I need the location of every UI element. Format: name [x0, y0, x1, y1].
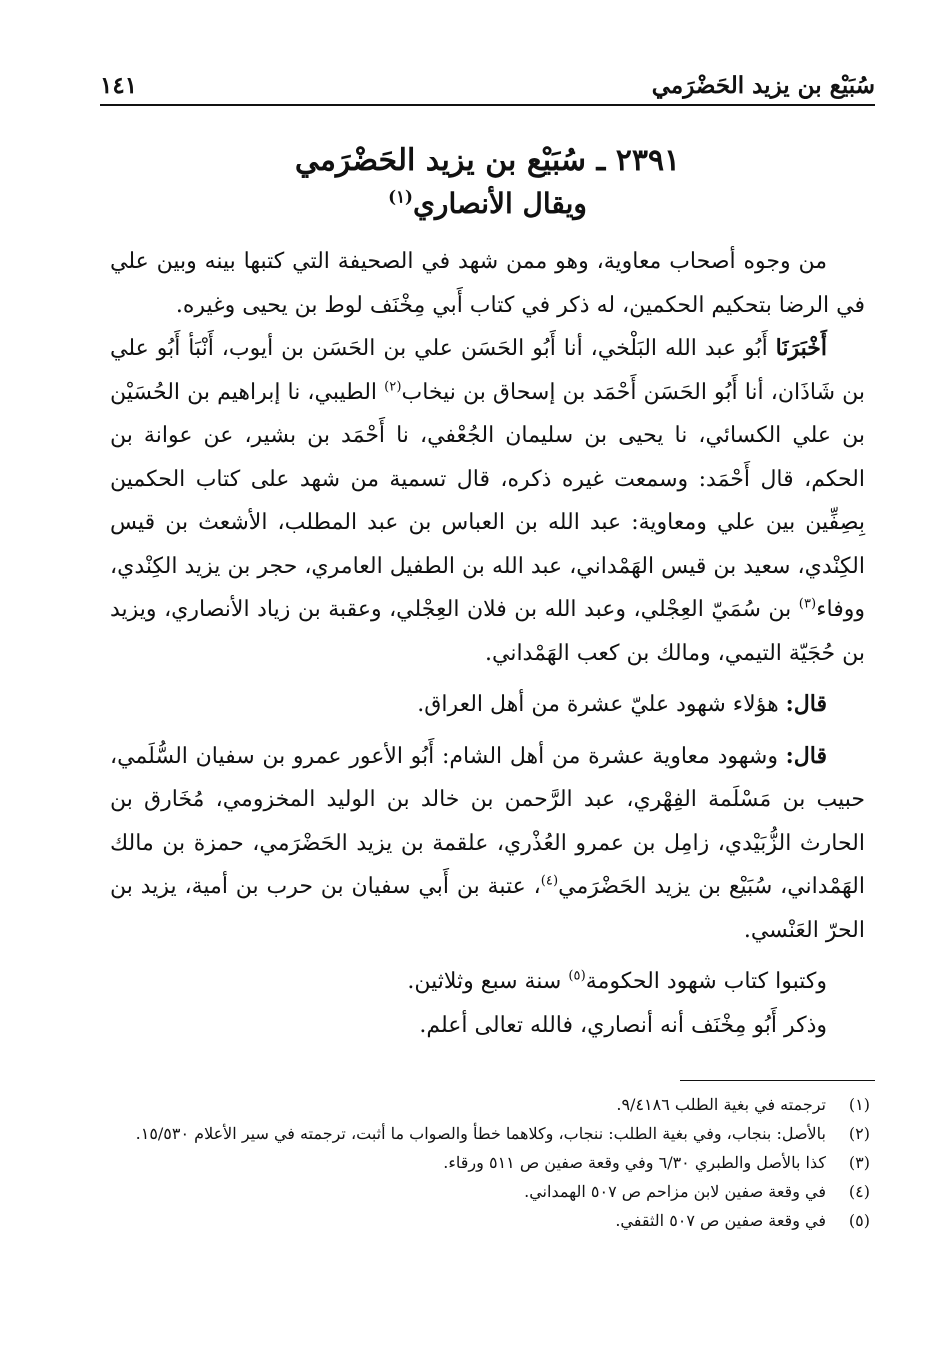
header-rule — [100, 104, 875, 106]
isnad-text-a: أَبُو عبد الله البَلْخي، أنا أَبُو الحَسَن علي بن الحَسَن بن أيوب، أَنْبَأ أَبُو علي بن شَاذَان، أنا أَبُو الحَسَن أَحْمَد بن إسحاق بن نيخاب — [110, 336, 866, 405]
footnote-number: (٢) — [848, 1124, 870, 1143]
date-text-b: سنة سبع وثلاثين. — [407, 969, 569, 994]
qala-lead: قال: — [785, 691, 827, 717]
entry-title-line1: ٢٣٩١ ـ سُبَيْع بن يزيد الحَضْرَمي — [294, 143, 681, 178]
footnote-ref-5[interactable]: (٥) — [568, 968, 586, 984]
footnote-text: بالأصل: بنجاب، وفي بغية الطلب: ننجاب، وكلاهما خطأ والصواب ما أثبت، ترجمته في سير الأعلام ١٥/٥٣٠. — [135, 1124, 826, 1143]
page-header — [100, 70, 875, 104]
paragraph-iraq-witnesses — [110, 683, 865, 727]
iraq-witnesses-text: هؤلاء شهود عليّ عشرة من أهل العراق. — [417, 692, 786, 717]
footnote-item — [110, 1092, 870, 1117]
akhbarana-lead: أَخْبَرَنَا — [775, 335, 827, 361]
footnote-text: كذا بالأصل والطبري ٦/٣٠ وفي وقعة صفين ص ٥١١ ورقاء. — [443, 1153, 826, 1172]
footnote-text: ترجمته في بغية الطلب ٩/٤١٨٦. — [616, 1095, 826, 1114]
qala-lead: قال: — [785, 742, 827, 769]
entry-title-line2-text: ويقال الأنصاري — [413, 187, 587, 220]
running-title: سُبَيْع بن يزيد الحَضْرَمي — [651, 72, 875, 99]
isnad-text-c: بن سُمَيّ العِجْلي، وعبد الله بن فلان العِجْلي، وعقبة بن زياد الأنصاري، ويزيد بن حُجَيّة التيمي، ومالك بن كعب الهَمْداني. — [110, 597, 865, 666]
footnote-item — [110, 1121, 870, 1146]
footnote-item — [110, 1208, 870, 1233]
paragraph-isnad — [110, 327, 865, 675]
sham-witnesses-text-a: وشهود معاوية عشرة من أهل الشام: أَبُو الأعور عمرو بن سفيان السُّلَمي، حبيب بن مَسْلَمة الفِهْري، عبد الرَّحمن بن خالد بن الوليد المخزومي، مُخَارق بن الحارث الزُّبَيْدي، زامِل بن عمرو العُذْري، علقمة بن يزيد الحَضْرَمي، حمزة بن مالك الهَمْداني، سُبَيْع بن يزيد الحَضْرَمي — [110, 743, 865, 899]
footnote-rule — [680, 1080, 875, 1081]
footnote-ref-4[interactable]: (٤) — [540, 873, 559, 889]
paragraph-intro: من وجوه أصحاب معاوية، وهو ممن شهد في الصحيفة التي كتبها بينه وبين علي في الرضا بتحكيم الحكمين، له ذكر في كتاب أَبي مِخْنَف لوط بن يحيى وغيره. — [110, 249, 865, 318]
footnote-text: في وقعة صفين لابن مزاحم ص ٥٠٧ الهمداني. — [524, 1182, 826, 1201]
entry-title — [100, 138, 875, 224]
paragraph-date — [110, 960, 865, 1004]
date-text-a: وكتبوا كتاب شهود الحكومة — [585, 969, 827, 994]
footnote-ref-3[interactable]: (٣) — [798, 596, 817, 612]
footnote-number: (١) — [848, 1095, 870, 1114]
paragraph-closing: وذكر أَبُو مِخْنَف أنه أنصاري، فالله تعالى أعلم. — [419, 1012, 827, 1038]
entry-title-line2 — [100, 184, 875, 224]
isnad-text-b: الطيبي، نا إبراهيم بن الحُسَيْن بن علي الكسائي، نا يحيى بن سليمان الجُعْفي، نا أَحْمَد بن بشير، عن عوانة بن الحكم، قال أَحْمَد: وسمعت غيره ذكره، قال تسمية من شهد على كتاب الحكمين بِصِفِّين بين علي ومعاوية: عبد الله بن العباس بن عبد المطلب، الأشعث بن قيس الكِنْدي، سعيد بن قيس الهَمْداني، عبد الله بن الطفيل العامري، حجر بن يزيد الكِنْدي، ووفاء — [110, 379, 865, 622]
footnote-number: (٥) — [848, 1211, 870, 1230]
sham-witnesses-text-b: ، عتبة بن أَبي سفيان بن حرب بن أمية، يزيد بن الحرّ العَنْسي. — [110, 874, 865, 943]
footnote-ref-2[interactable]: (٢) — [384, 379, 402, 395]
page-number: ١٤١ — [100, 72, 138, 99]
entry-body — [110, 240, 865, 1047]
paragraph-sham-witnesses — [110, 735, 865, 953]
footnote-number: (٤) — [848, 1182, 870, 1201]
footnote-item — [110, 1150, 870, 1175]
footnote-ref-1[interactable]: (١) — [388, 186, 413, 207]
footnote-item — [110, 1179, 870, 1204]
footnote-number: (٣) — [848, 1153, 870, 1172]
footnote-text: في وقعة صفين ص ٥٠٧ الثقفي. — [615, 1211, 826, 1230]
footnotes — [110, 1092, 870, 1237]
